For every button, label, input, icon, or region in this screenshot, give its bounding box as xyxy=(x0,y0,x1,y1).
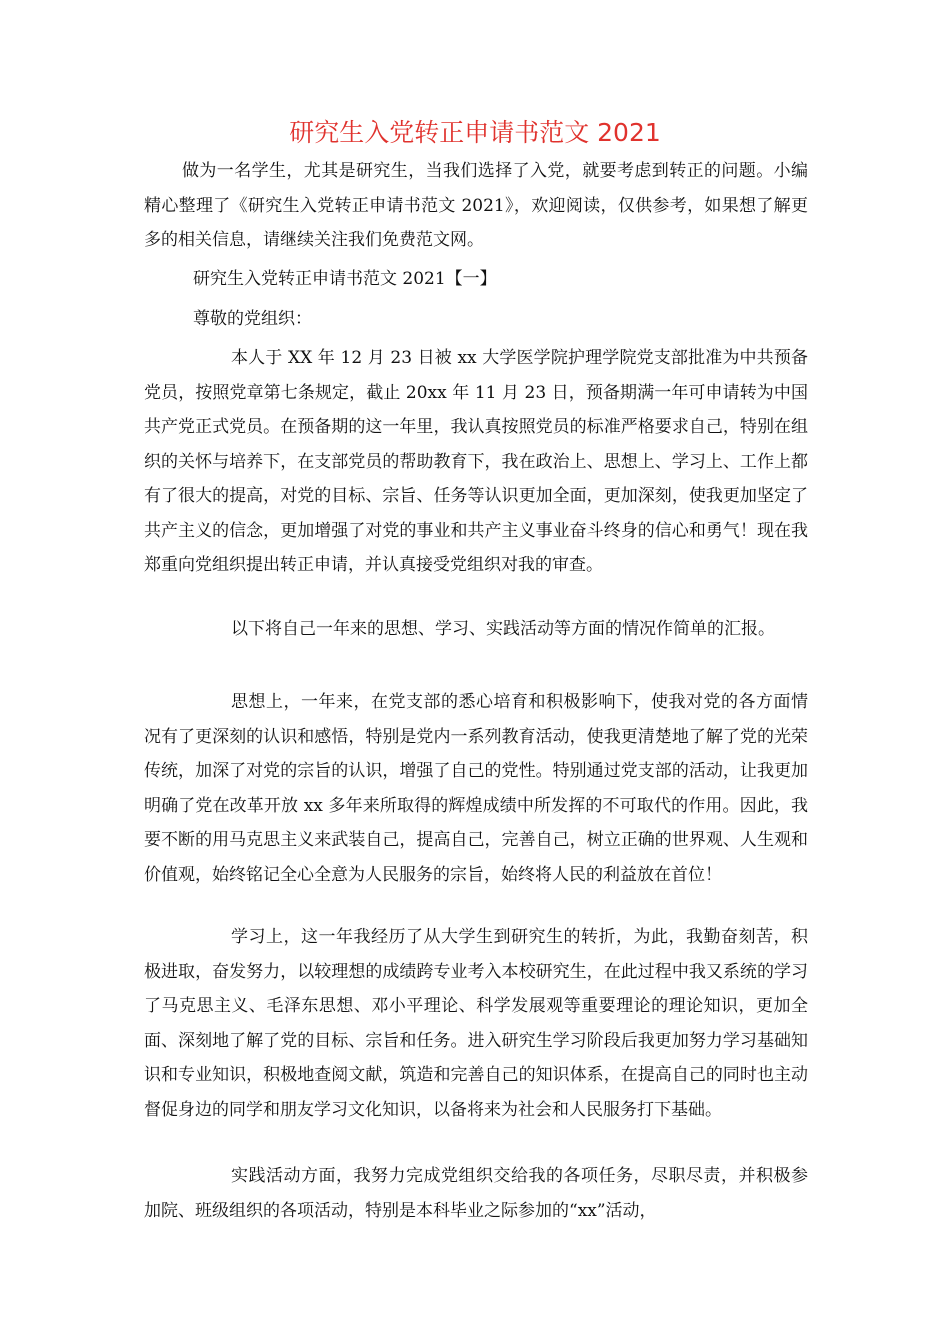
body-paragraph-3: 思想上，一年来，在党支部的悉心培育和积极影响下，使我对党的各方面情况有了更深刻的认识和感悟，特别是党内一系列教育活动，使我更清楚地了解了党的光荣传统，加深了对党的宗旨的认识，增强了自己的党性。特别通过党支部的活动，让我更加明确了党在改革开放 xx 多年来所取得的辉煌成绩中所发挥的不可取代的作用。因此，我要不断的用马克思主义来武装自己，提高自己，完善自己，树立正确的世界观、人生观和价值观，始终铭记全心全意为人民服务的宗旨，始终将人民的利益放在首位！ xyxy=(144,692,808,885)
intro-paragraph: 做为一名学生，尤其是研究生，当我们选择了入党，就要考虑到转正的问题。小编精心整理了《研究生入党转正申请书范文 2021》，欢迎阅读，仅供参考，如果想了解更多的相关信息，请继续关注我们免费范文网。 xyxy=(144,161,808,250)
body-paragraph-4: 学习上，这一年我经历了从大学生到研究生的转折，为此，我勤奋刻苦，积极进取，奋发努力，以较理想的成绩跨专业考入本校研究生，在此过程中我又系统的学习了马克思主义、毛泽东思想、邓小平理论、科学发展观等重要理论的理论知识，更加全面、深刻地了解了党的目标、宗旨和任务。进入研究生学习阶段后我更加努力学习基础知识和专业知识，积极地查阅文献，筑造和完善自己的知识体系，在提高自己的同时也主动督促身边的同学和朋友学习文化知识，以备将来为社会和人民服务打下基础。 xyxy=(144,927,808,1120)
section-heading: 研究生入党转正申请书范文 2021【一】 xyxy=(193,269,497,289)
salutation: 尊敬的党组织： xyxy=(193,309,312,329)
document-title: 研究生入党转正申请书范文 2021 xyxy=(289,118,661,147)
body-paragraph-2: 以下将自己一年来的思想、学习、实践活动等方面的情况作简单的汇报。 xyxy=(231,619,775,639)
body-paragraph-1: 本人于 XX 年 12 月 23 日被 xx 大学医学院护理学院党支部批准为中共预备党员，按照党章第七条规定，截止 20xx 年 11 月 23 日，预备期满一年可申请转为中国共产党正式党员。在预备期的这一年里，我认真按照党员的标准严格要求自己，特别在组织的关怀与培养下，在支部党员的帮助教育下，我在政治上、思想上、学习上、工作上都有了很大的提高，对党的目标、宗旨、任务等认识更加全面，更加深刻，使我更加坚定了共产主义的信念，更加增强了对党的事业和共产主义事业奋斗终身的信心和勇气！现在我郑重向党组织提出转正申请，并认真接受党组织对我的审查。 xyxy=(144,348,808,575)
body-paragraph-5: 实践活动方面，我努力完成党组织交给我的各项任务，尽职尽责，并积极参加院、班级组织的各项活动，特别是本科毕业之际参加的“xx”活动， xyxy=(144,1166,808,1221)
